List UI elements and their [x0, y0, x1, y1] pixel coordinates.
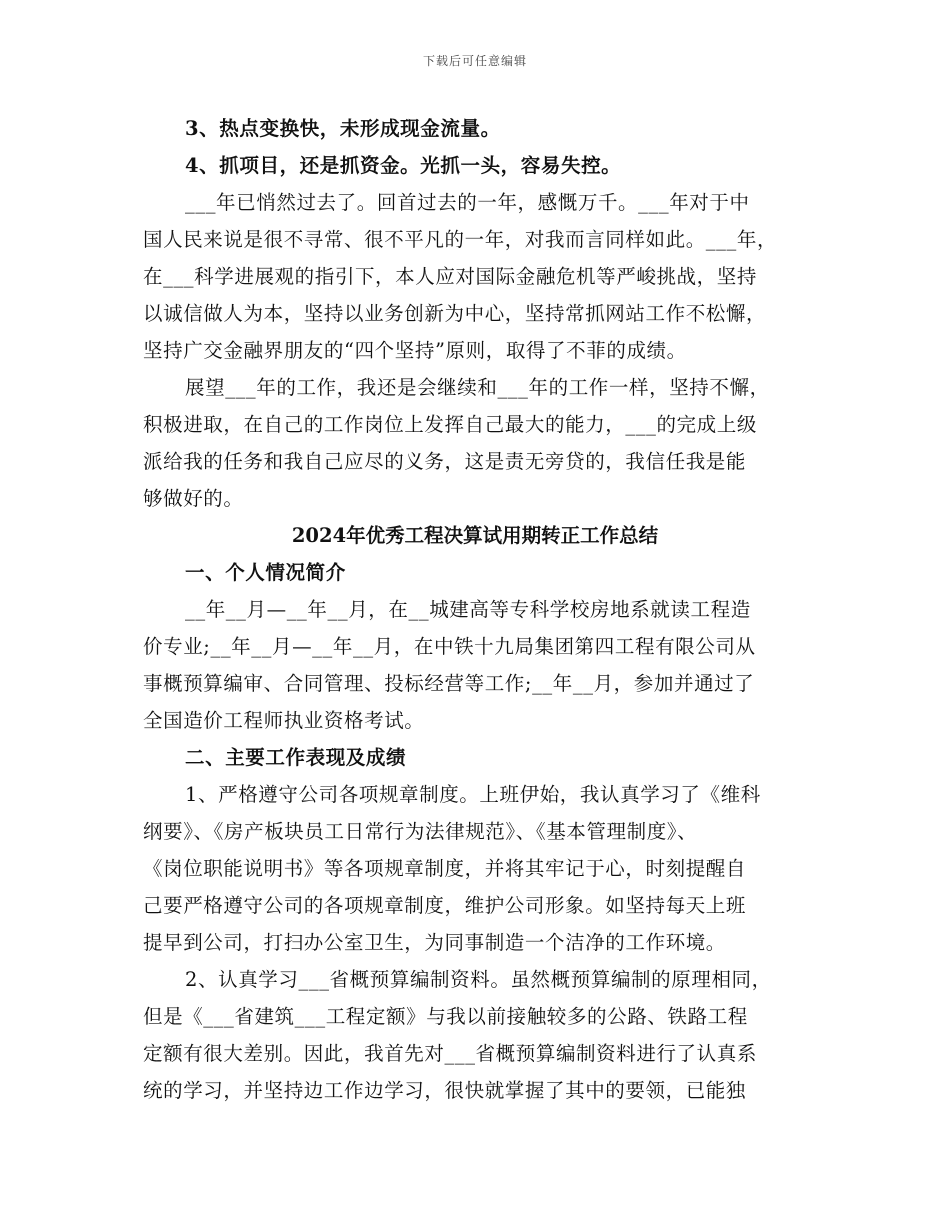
paragraph-line: 己要严格遵守公司的各项规章制度，维护公司形象。如坚持每天上班 — [143, 894, 747, 917]
paragraph-line: 全国造价工程师执业资格考试。 — [143, 709, 425, 732]
section-heading: 4、抓项目，还是抓资金。光抓一头，容易失控。 — [185, 154, 622, 177]
paragraph-line: 定额有很大差别。因此，我首先对___省概预算编制资料进行了认真系 — [143, 1042, 757, 1065]
paragraph-line: 在___科学进展观的指引下，本人应对国际金融危机等严峻挑战，坚持 — [143, 265, 757, 288]
section-title: 2024年优秀工程决算试用期转正工作总结 — [291, 524, 659, 547]
paragraph-line: 够做好的。 — [143, 487, 244, 510]
paragraph-line: __年__月—__年__月，在__城建高等专科学校房地系就读工程造 — [185, 598, 751, 621]
paragraph-line: 事概预算编审、合同管理、投标经营等工作;__年__月，参加并通过了 — [143, 672, 755, 695]
paragraph-line: 以诚信做人为本，坚持以业务创新为中心，坚持常抓网站工作不松懈， — [143, 302, 767, 325]
paragraph-line: 纲要》、《房产板块员工日常行为法律规范》、《基本管理制度》、 — [143, 820, 698, 843]
paragraph-line: 坚持广交金融界朋友的“四个坚持”原则，取得了不菲的成绩。 — [143, 339, 687, 362]
paragraph-line: 展望___年的工作，我还是会继续和___年的工作一样，坚持不懈， — [185, 376, 770, 399]
paragraph-line: 国人民来说是很不寻常、很不平凡的一年，对我而言同样如此。___年， — [143, 228, 778, 251]
document-body — [143, 110, 807, 1109]
paragraph-line: 提早到公司，打扫办公室卫生，为同事制造一个洁净的工作环境。 — [143, 931, 726, 954]
paragraph-line: 1、严格遵守公司各项规章制度。上班伊始，我认真学习了《维科 — [185, 783, 761, 806]
paragraph-line: ___年已悄然过去了。回首过去的一年，感慨万千。___年对于中 — [185, 191, 750, 214]
paragraph-line: 派给我的任务和我自己应尽的义务，这是责无旁贷的，我信任我是能 — [143, 450, 747, 473]
section-heading: 二、主要工作表现及成绩 — [185, 746, 407, 769]
page-header: 下载后可任意编辑 — [422, 54, 527, 68]
paragraph-line: 价专业;__年__月—__年__月，在中铁十九局集团第四工程有限公司从 — [143, 635, 756, 658]
paragraph-line: 《岗位职能说明书》等各项规章制度，并将其牢记于心，时刻提醒自 — [143, 857, 747, 880]
section-heading: 3、热点变换快，未形成现金流量。 — [185, 117, 501, 140]
paragraph-line: 2、认真学习___省概预算编制资料。虽然概预算编制的原理相同， — [185, 968, 772, 991]
paragraph-line: 积极进取，在自己的工作岗位上发挥自己最大的能力，___的完成上级 — [143, 413, 757, 436]
paragraph-line: 但是《___省建筑___工程定额》与我以前接触较多的公路、铁路工程 — [143, 1005, 748, 1028]
paragraph-line: 统的学习，并坚持边工作边学习，很快就掌握了其中的要领，已能独 — [143, 1079, 747, 1102]
section-heading: 一、个人情况简介 — [185, 561, 346, 584]
